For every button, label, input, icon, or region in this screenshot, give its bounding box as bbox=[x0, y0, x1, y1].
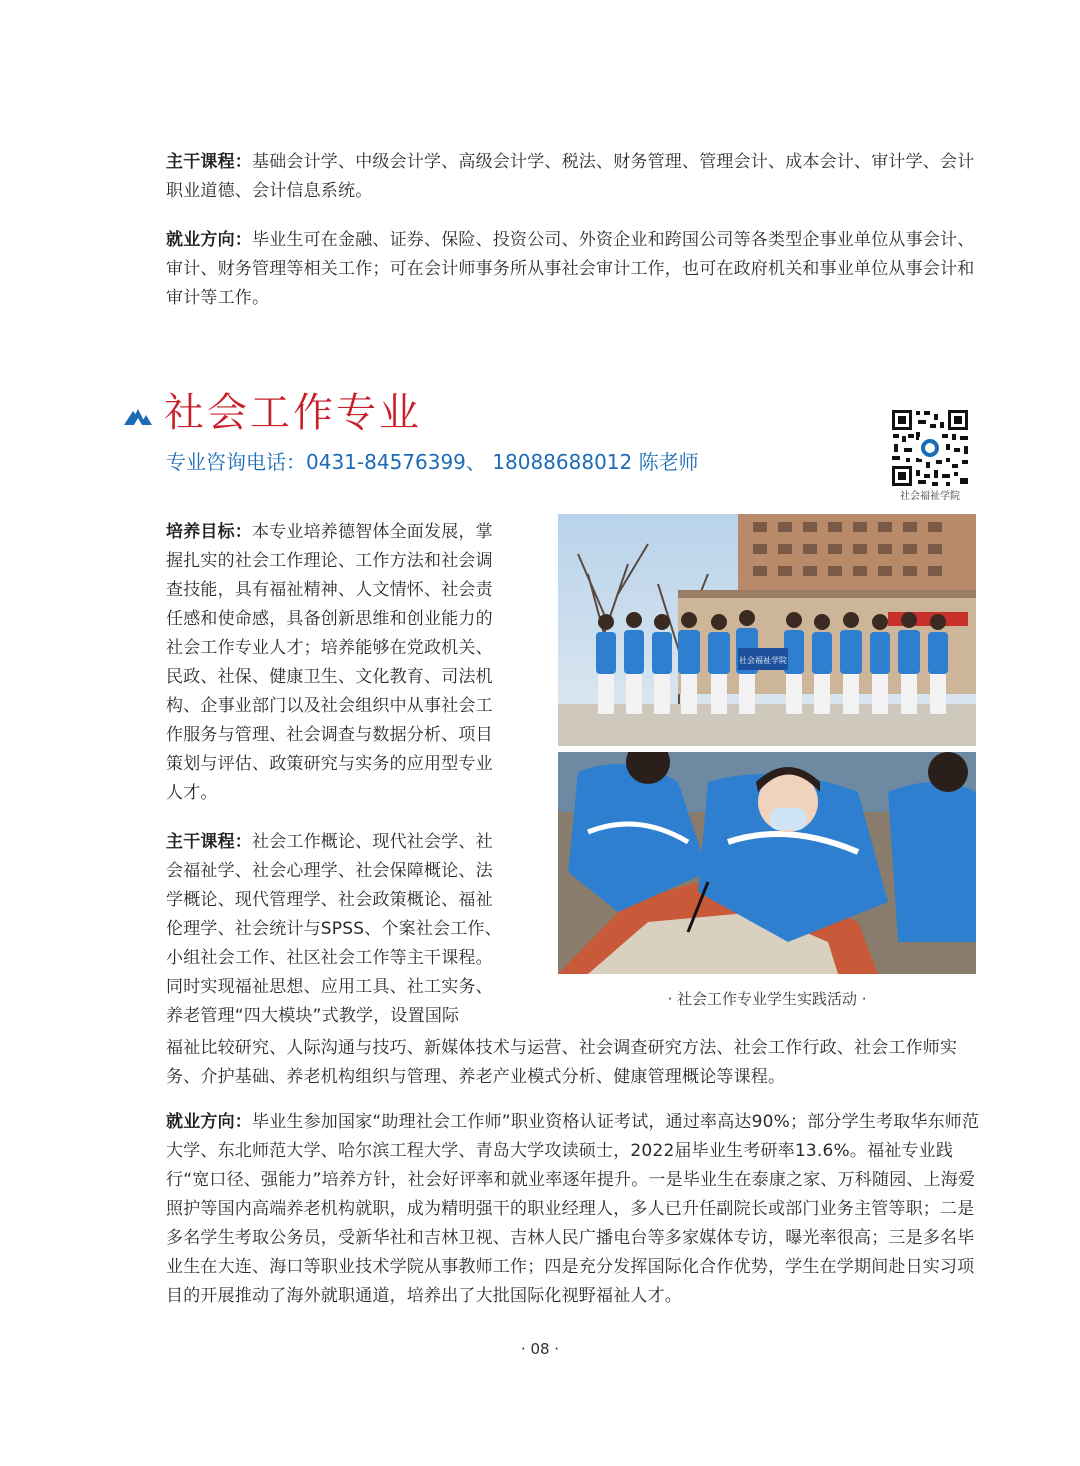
page-number: · 08 · bbox=[520, 1340, 560, 1358]
main-courses-text: 社会工作概论、现代社会学、社会福祉学、社会心理学、社会保障概论、法学概论、现代管理学、社会政策概论、福祉伦理学、社会统计与SPSS、个案社会工作、小组社会工作、社区社会工作等主干课程。同时实现福祉思想、应用工具、社工实务、养老管理“四大模块”式教学，设置国际 bbox=[166, 832, 502, 1026]
qr-code-icon[interactable] bbox=[890, 408, 970, 488]
accounting-courses-paragraph bbox=[166, 148, 981, 206]
employment-text: 毕业生可在金融、证券、保险、投资公司、外资企业和跨国公司等各类型企事业单位从事会计、审计、财务管理等相关工作；可在会计师事务所从事社会审计工作，也可在政府机关和事业单位从事会计和审计等工作。 bbox=[166, 230, 975, 308]
photo-banner-text: 社会福祉学院 bbox=[739, 656, 787, 665]
courses-label: 主干课程： bbox=[166, 152, 252, 172]
signing-photo bbox=[558, 752, 976, 974]
courses-text: 基础会计学、中级会计学、高级会计学、税法、财务管理、管理会计、成本会计、审计学、会计职业道德、会计信息系统。 bbox=[166, 152, 975, 201]
social-work-employment-text: 毕业生参加国家“助理社会工作师”职业资格认证考试，通过率高达90%；部分学生考取华东师范大学、东北师范大学、哈尔滨工程大学、青岛大学攻读硕士，2022届毕业生考研率13.6%。福祉专业践行“宽口径、强能力”培养方针，社会好评率和就业率逐年提升。一是毕业生在泰康之家、万科随园、上海爱照护等国内高端养老机构就职，成为精明强干的职业经理人，多人已升任副院长或部门业务主管等职；二是多名学生考取公务员，受新华社和吉林卫视、吉林人民广播电台等多家媒体专访，曝光率很高；三是多名毕业生在大连、海口等职业技术学院从事教师工作；四是充分发挥国际化合作优势，学生在学期间赴日实习项目的开展推动了海外就职通道，培养出了大批国际化视野福祉人才。 bbox=[166, 1112, 980, 1306]
training-goal-paragraph bbox=[166, 518, 504, 808]
social-work-employment-paragraph bbox=[166, 1108, 981, 1311]
contact-phone: 专业咨询电话：0431-84576399、 18088688012 陈老师 bbox=[166, 450, 699, 474]
goal-text: 本专业培养德智体全面发展，掌握扎实的社会工作理论、工作方法和社会调查技能，具有福祉精神、人文情怀、社会责任感和使命感，具备创新思维和创业能力的社会工作专业人才；培养能够在党政机关、民政、社保、健康卫生、文化教育、司法机构、企事业部门以及社会组织中从事社会工作服务与管理、社会调查与数据分析、项目策划与评估、政策研究与实务的应用型专业人才。 bbox=[166, 522, 493, 803]
section-title: 社会工作专业 bbox=[164, 390, 422, 436]
main-courses-label: 主干课程： bbox=[166, 832, 252, 852]
group-photo bbox=[558, 514, 976, 746]
accounting-employment-paragraph bbox=[166, 226, 981, 313]
main-courses-paragraph bbox=[166, 828, 504, 1031]
employment-label: 就业方向： bbox=[166, 230, 252, 250]
photo-caption: · 社会工作专业学生实践活动 · bbox=[667, 990, 867, 1008]
section-header bbox=[124, 385, 824, 480]
qr-caption: 社会福祉学院 bbox=[900, 491, 960, 502]
mountain-chevron-icon bbox=[124, 405, 152, 425]
social-work-employment-label: 就业方向： bbox=[166, 1112, 252, 1132]
goal-label: 培养目标： bbox=[166, 522, 252, 542]
main-courses-continuation: 福祉比较研究、人际沟通与技巧、新媒体技术与运营、社会调查研究方法、社会工作行政、社会工作师实务、介护基础、养老机构组织与管理、养老产业模式分析、健康管理概论等课程。 bbox=[166, 1038, 958, 1087]
qr-block bbox=[888, 408, 972, 504]
